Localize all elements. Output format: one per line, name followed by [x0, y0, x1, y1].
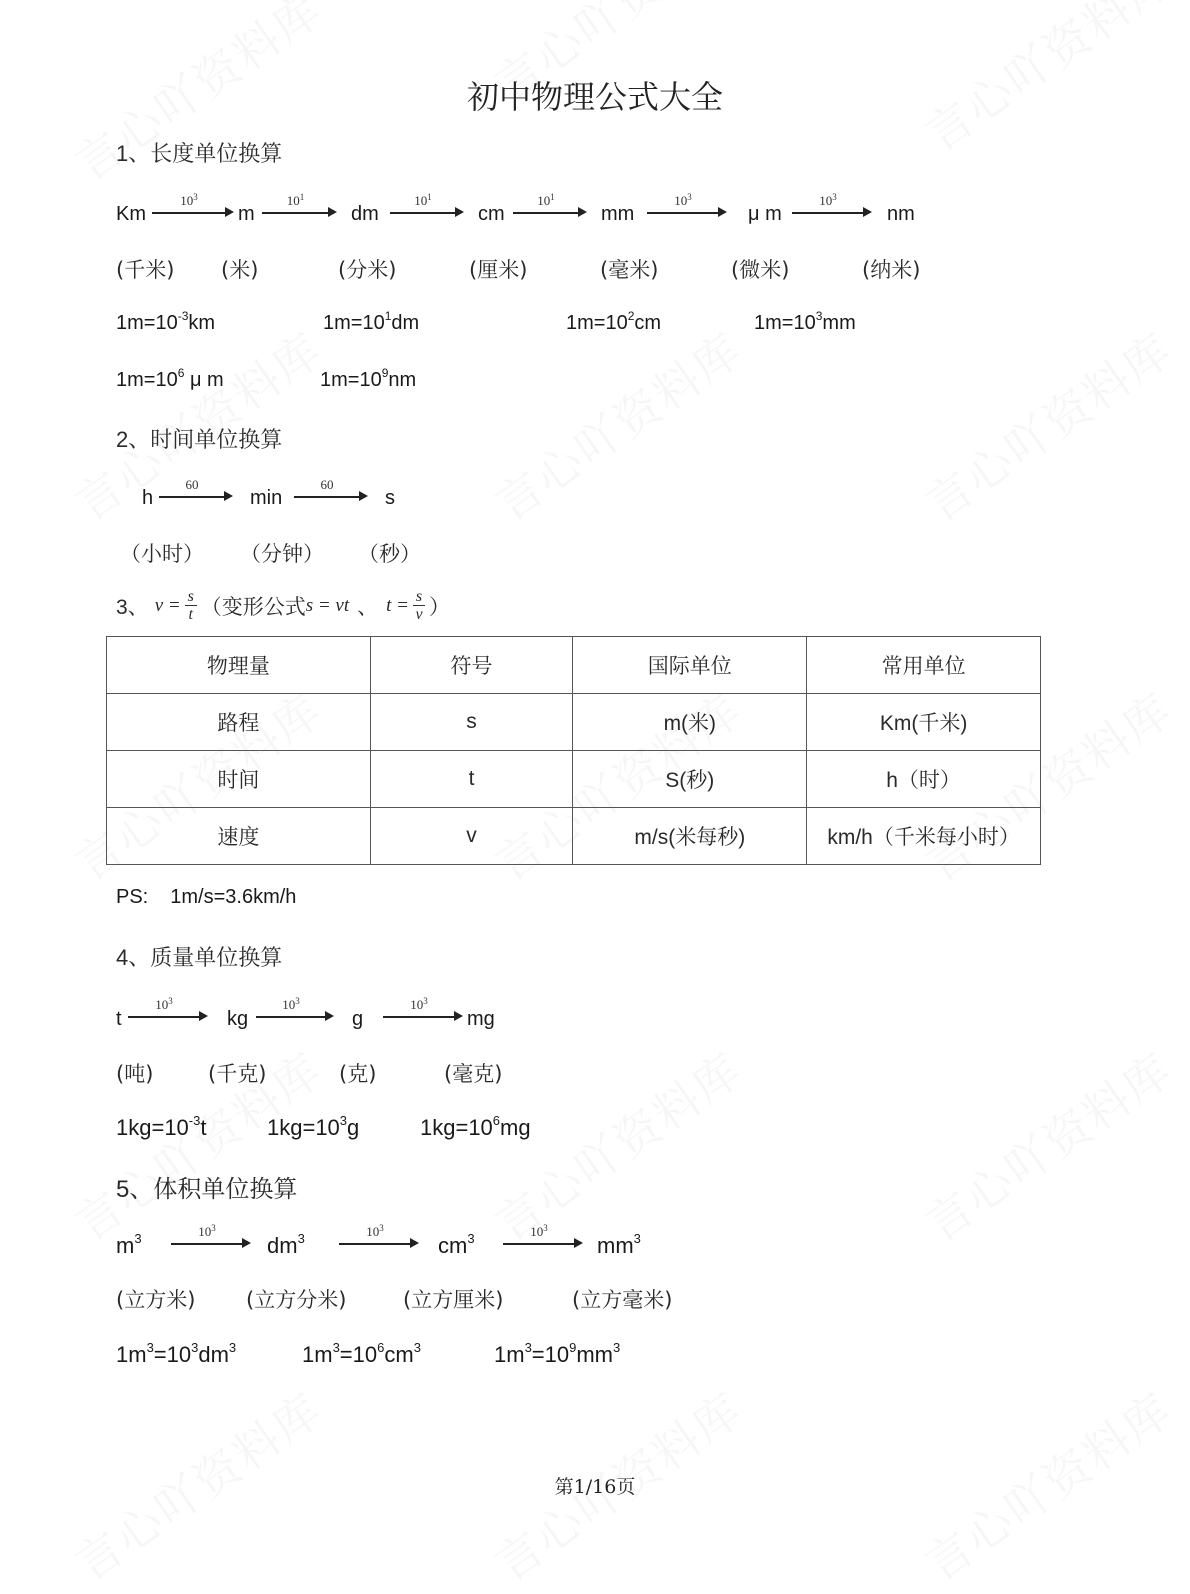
table-cell: m(米) — [573, 694, 807, 751]
section-number: 5、 — [116, 1176, 154, 1203]
ps-label: PS: — [116, 886, 149, 908]
ps-note — [116, 886, 296, 909]
unit-name: (毫克) — [444, 1062, 503, 1086]
equation: $1m=10^{-3}km$ — [116, 309, 216, 334]
arrow-head-icon — [455, 207, 464, 217]
arrow-head-icon — [242, 1238, 251, 1248]
equation: $1m=10^9nm$ — [320, 366, 417, 391]
section-title: 质量单位换算 — [150, 946, 283, 971]
conversion-arrow: $10^1$ — [390, 193, 464, 223]
conversion-arrow: $10^3$ — [128, 997, 208, 1027]
section-heading-mass — [116, 941, 282, 972]
fraction: $\frac{s}{v}$ — [413, 588, 425, 623]
section-heading-time — [116, 423, 282, 454]
unit-name: (千克) — [208, 1062, 267, 1086]
unit-name: (千米) — [116, 258, 175, 282]
table-cell: 速度 — [107, 808, 371, 865]
unit-km: Km — [116, 203, 146, 225]
arrow-head-icon — [410, 1238, 419, 1248]
table-cell: m/s(米每秒) — [573, 808, 807, 865]
table-cell: km/h（千米每小时） — [807, 808, 1041, 865]
unit-dm: dm — [351, 203, 379, 225]
equation: $1m=10^6$ μ m — [116, 366, 224, 391]
arrow-head-icon — [325, 1011, 334, 1021]
unit-name: (克) — [339, 1062, 377, 1086]
section-heading-length — [116, 137, 282, 168]
equation: $1kg=10^3g$ — [267, 1113, 360, 1140]
table-cell: 时间 — [107, 751, 371, 808]
unit-name: (立方分米) — [246, 1288, 347, 1312]
table-row — [107, 694, 1041, 751]
arrow-head-icon — [199, 1011, 208, 1021]
conversion-arrow: $10^3$ — [256, 997, 334, 1027]
conversion-arrow: $10^3$ — [152, 193, 234, 223]
table-header: 国际单位 — [573, 637, 807, 694]
unit-m: m — [238, 203, 255, 225]
table-cell: 路程 — [107, 694, 371, 751]
unit-name: (吨) — [116, 1062, 154, 1086]
table-cell: s — [370, 694, 573, 751]
table-cell: t — [370, 751, 573, 808]
unit-kg: kg — [227, 1008, 249, 1030]
unit-nm: nm — [887, 203, 915, 225]
ps-value: 1m/s=3.6km/h — [170, 886, 297, 908]
arrow-head-icon — [454, 1011, 463, 1021]
equation: $1kg=10^{-3}t$ — [116, 1113, 207, 1140]
unit-dm3: $dm^3$ — [267, 1231, 305, 1258]
unit-name: (米) — [221, 258, 259, 282]
unit-cm3: $cm^3$ — [438, 1231, 475, 1258]
arrow-head-icon — [863, 207, 872, 217]
unit-mm: mm — [601, 203, 635, 225]
table-cell: Km(千米) — [807, 694, 1041, 751]
unit-min: min — [250, 487, 283, 509]
equation: $1m=10^3mm$ — [754, 309, 856, 334]
unit-name: (微米) — [731, 258, 790, 282]
table-row — [107, 751, 1041, 808]
unit-cm: cm — [478, 203, 505, 225]
unit-h: h — [142, 487, 154, 509]
fraction: $\frac{s}{t}$ — [185, 588, 197, 623]
table-row — [107, 808, 1041, 865]
section-heading-volume — [116, 1169, 297, 1204]
arrow-head-icon — [574, 1238, 583, 1248]
table-header-row — [107, 637, 1041, 694]
conversion-arrow: $10^3$ — [647, 193, 727, 223]
unit-name: （小时） — [120, 542, 204, 566]
arrow-head-icon — [224, 491, 233, 501]
unit-mg: mg — [467, 1008, 495, 1030]
unit-name: (分米) — [338, 258, 397, 282]
section-title: 长度单位换算 — [150, 142, 283, 167]
watermark — [480, 1035, 754, 1254]
unit-t: t — [116, 1008, 122, 1030]
unit-name: (纳米) — [862, 258, 921, 282]
arrow-head-icon — [225, 207, 234, 217]
speed-units-table — [106, 636, 1041, 865]
equation: $1m=10^1dm$ — [323, 309, 420, 334]
section-title: 时间单位换算 — [150, 428, 283, 453]
page-title: 初中物理公式大全 — [466, 78, 723, 116]
conversion-arrow: $10^3$ — [503, 1224, 583, 1254]
section-number: 1、 — [116, 141, 151, 166]
unit-name: (立方米) — [116, 1288, 196, 1312]
unit-name: （分钟） — [240, 542, 324, 566]
table-cell: v — [370, 808, 573, 865]
conversion-arrow: 60 — [159, 477, 233, 507]
conversion-arrow: $10^3$ — [383, 997, 463, 1027]
watermark — [480, 315, 754, 534]
conversion-arrow: $10^1$ — [262, 193, 337, 223]
table-header: 符号 — [370, 637, 573, 694]
equation: $1m^3=10^9mm^3$ — [494, 1340, 621, 1367]
arrow-head-icon — [578, 207, 587, 217]
unit-s: s — [385, 487, 395, 509]
unit-name: （秒） — [358, 542, 421, 566]
section-number: 3、 — [116, 595, 149, 619]
watermark — [60, 1035, 334, 1254]
unit-m3: $m^3$ — [116, 1231, 142, 1258]
arrow-head-icon — [359, 491, 368, 501]
conversion-arrow: $10^1$ — [513, 193, 587, 223]
watermark — [910, 1035, 1184, 1254]
conversion-arrow: $10^3$ — [339, 1224, 419, 1254]
section-title: 体积单位换算 — [153, 1175, 298, 1203]
page-number: 第1/16页 — [554, 1476, 636, 1498]
table-cell: S(秒) — [573, 751, 807, 808]
arrow-head-icon — [718, 207, 727, 217]
unit-um: μ m — [748, 203, 782, 225]
watermark — [910, 315, 1184, 534]
arrow-head-icon — [328, 207, 337, 217]
equation: $1m^3=10^3dm^3$ — [116, 1340, 237, 1367]
table-header: 常用单位 — [807, 637, 1041, 694]
section-number: 2、 — [116, 427, 151, 452]
equation: $1m=10^2cm$ — [566, 309, 662, 334]
conversion-arrow: 60 — [294, 477, 368, 507]
speed-formula: 3、 v = $\frac{s}{t}$ （变形公式 s = vt 、 t = $\frac{s}{v}$ ） — [116, 588, 450, 623]
table-header: 物理量 — [107, 637, 371, 694]
section-number: 4、 — [116, 945, 151, 970]
unit-name: (立方厘米) — [403, 1288, 504, 1312]
conversion-arrow: $10^3$ — [171, 1224, 251, 1254]
unit-name: (毫米) — [600, 258, 659, 282]
table-cell: h（时） — [807, 751, 1041, 808]
unit-g: g — [352, 1008, 364, 1030]
unit-name: (厘米) — [469, 258, 528, 282]
equation: $1m^3=10^6cm^3$ — [302, 1340, 421, 1367]
equation: $1kg=10^6mg$ — [420, 1113, 531, 1140]
unit-name: (立方毫米) — [572, 1288, 673, 1312]
conversion-arrow: $10^3$ — [792, 193, 872, 223]
unit-mm3: $mm^3$ — [597, 1231, 641, 1258]
